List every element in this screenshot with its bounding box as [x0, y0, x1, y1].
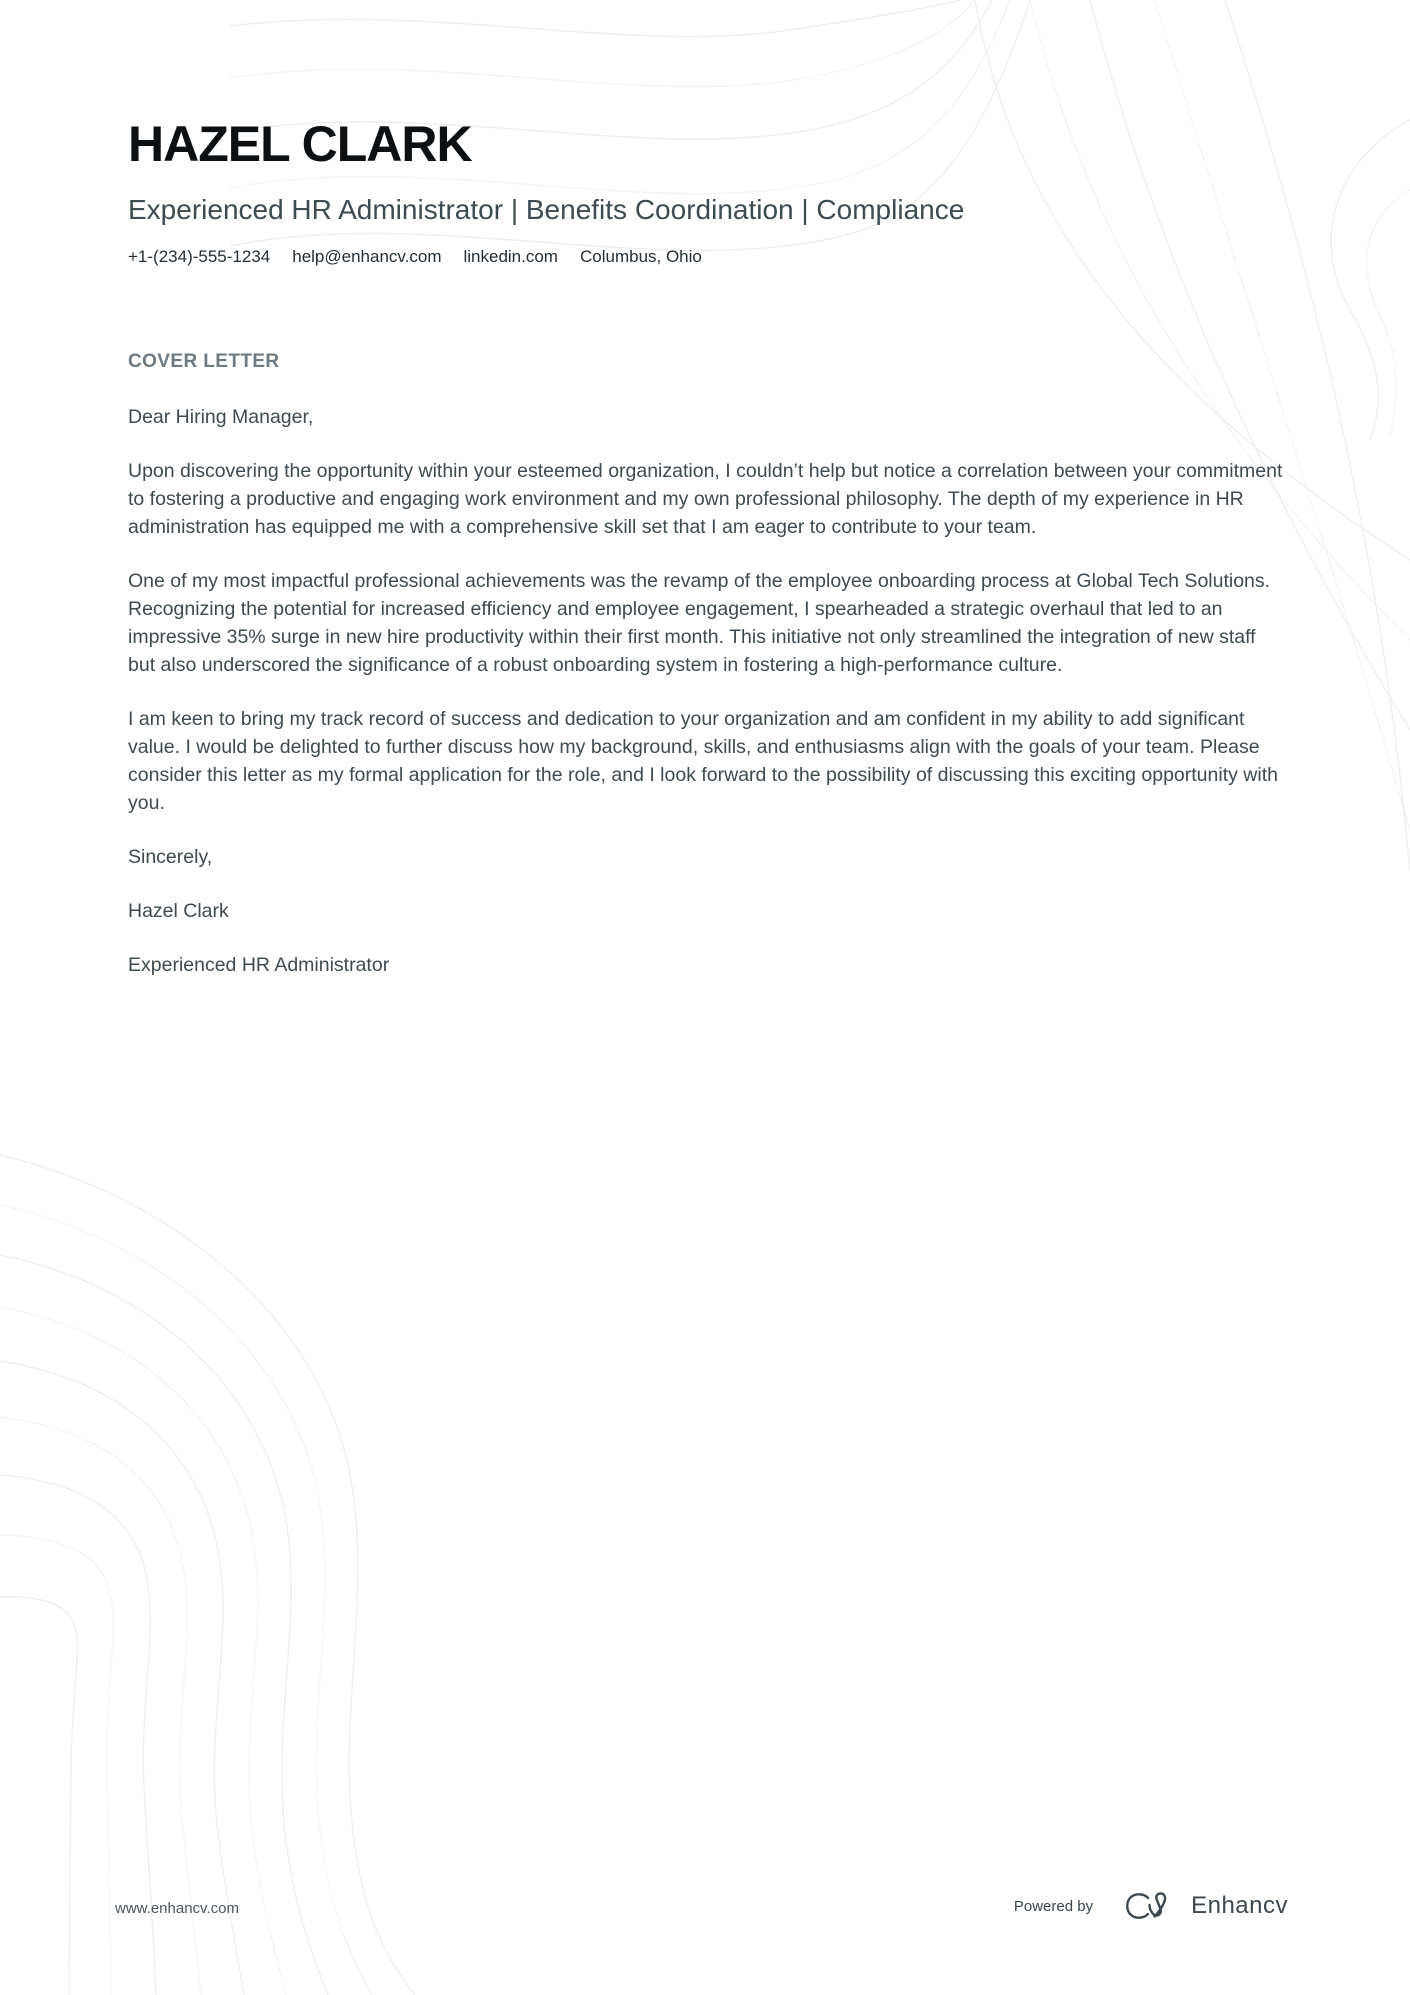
letter-content	[128, 0, 1286, 979]
letter-paragraph: Upon discovering the opportunity within your esteemed organization, I couldn’t help but notice a correlation between your commitment to fostering a productive and engaging work environment and my own professional philosophy. The depth of my experience in HR administration has equipped me with a comprehensive skill set that I am eager to contribute to your team.	[128, 460, 1283, 538]
enhancv-brand-name: Enhancv	[1191, 1892, 1288, 1919]
contact-linkedin: linkedin.com	[463, 247, 558, 266]
footer-powered-by-link[interactable]	[1014, 1891, 1288, 1921]
person-tagline: Experienced HR Administrator | Benefits Coordination | Compliance	[128, 194, 965, 225]
contact-location: Columbus, Ohio	[579, 247, 702, 266]
contact-email: help@enhancv.com	[292, 247, 442, 266]
enhancv-logo-icon	[1123, 1891, 1175, 1921]
topographic-contours-bottom-left	[0, 1135, 560, 1995]
letter-paragraph: One of my most impactful professional achievements was the revamp of the employee onboarding process at Global Tech Solutions. Recognizing the potential for increased efficiency and employee engagement, I spearheaded a strategic overhaul that led to an impressive 35% surge in new hire productivity within their first month. This initiative not only streamlined the integration of new staff but also underscored the significance of a robust onboarding system in fostering a high-performance culture.	[128, 570, 1271, 676]
footer-website-link[interactable]: www.enhancv.com	[115, 1900, 239, 1917]
powered-by-label: Powered by	[1013, 1897, 1094, 1915]
person-name: HAZEL CLARK	[128, 116, 472, 172]
salutation: Dear Hiring Manager,	[128, 406, 314, 428]
closing: Sincerely,	[128, 846, 213, 868]
contact-row	[128, 247, 1286, 267]
letter-body	[128, 403, 1286, 979]
section-heading-cover-letter: COVER LETTER	[128, 351, 280, 372]
signature-name: Hazel Clark	[128, 900, 229, 922]
letter-paragraph: I am keen to bring my track record of success and dedication to your organization and am confident in my ability to add significant value. I would be delighted to further discuss how my background, skills, and enthusiasms align with the goals of your team. Please consider this letter as my formal application for the role, and I look forward to the possibility of discussing this exciting opportunity with you.	[128, 708, 1278, 814]
signature-title: Experienced HR Administrator	[128, 954, 390, 976]
contact-phone: +1-(234)-555-1234	[128, 247, 271, 266]
